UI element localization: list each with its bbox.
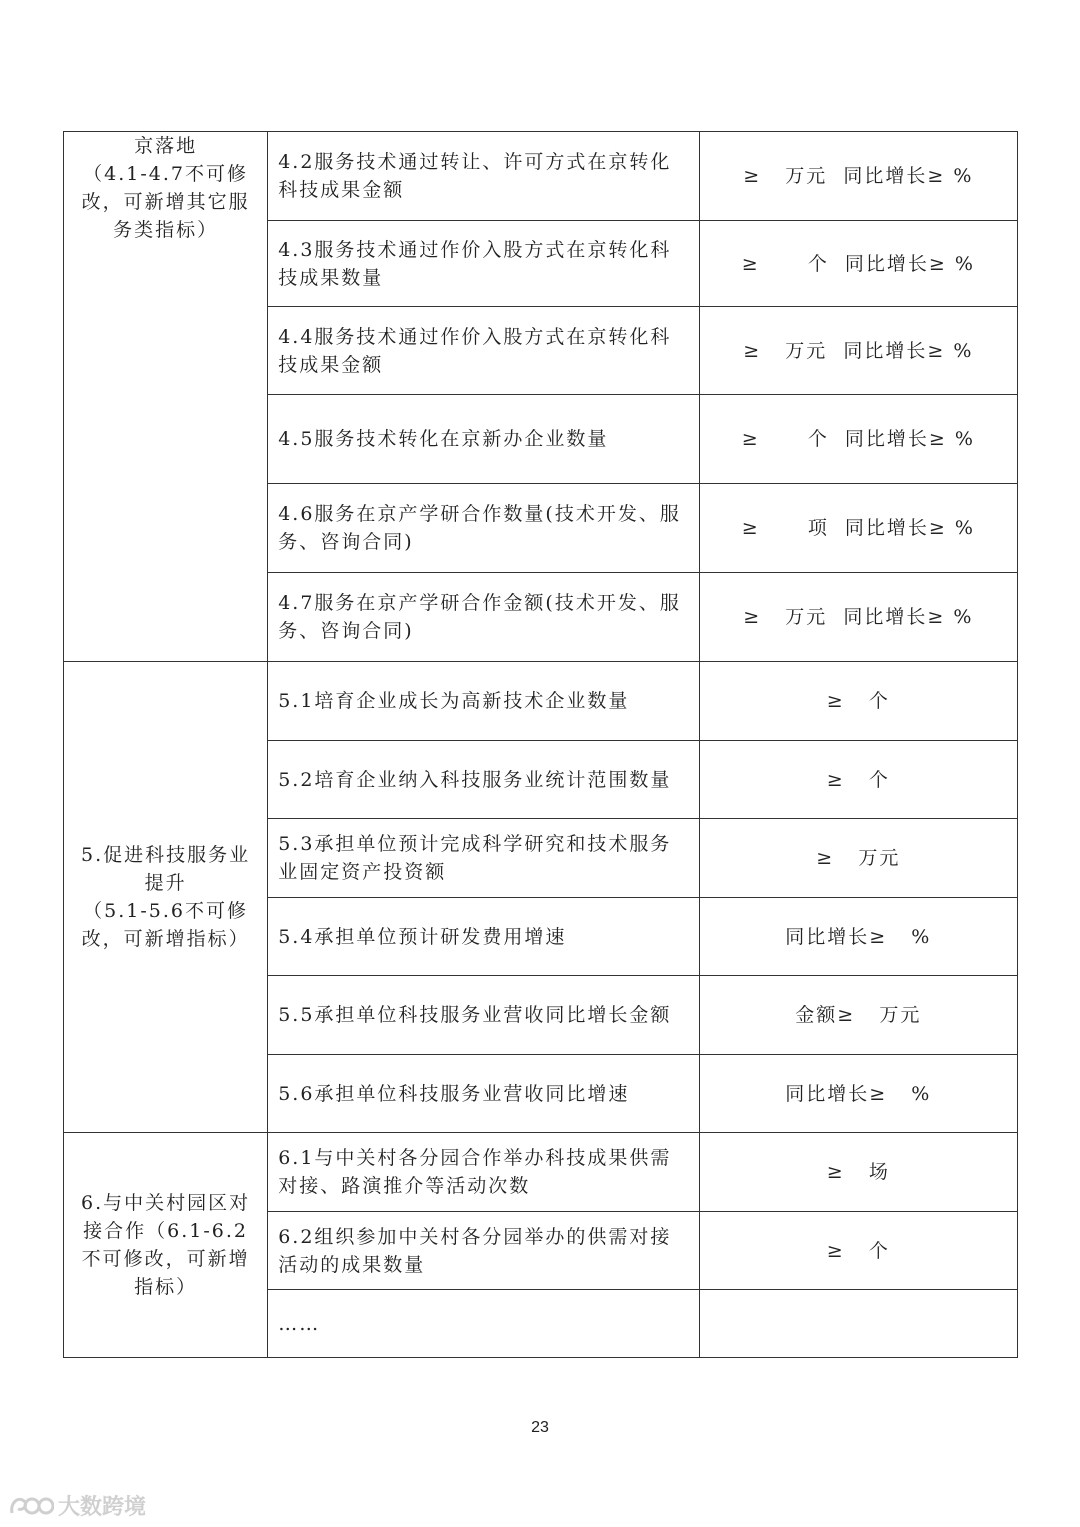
watermark (8, 1490, 146, 1521)
target-cell: ≥ 万元 (699, 819, 1017, 898)
target-cell: 金额≥ 万元 (699, 976, 1017, 1055)
indicator-cell (268, 741, 699, 819)
indicator-cell (268, 1212, 699, 1290)
indicator-label: 4.7服务在京产学研合作金额(技术开发、服务、咨询合同) (278, 592, 681, 642)
table-row (64, 662, 1018, 741)
category-label: 京落地 （4.1-4.7不可修改，可新增其它服务类指标） (81, 135, 250, 241)
indicator-cell (268, 1290, 699, 1358)
indicator-cell (268, 819, 699, 898)
target-cell: ≥ 场 (699, 1133, 1017, 1212)
indicator-cell (268, 1133, 699, 1212)
indicator-cell (268, 976, 699, 1055)
indicator-label: 5.4承担单位预计研发费用增速 (278, 925, 567, 948)
indicator-cell (268, 898, 699, 976)
indicator-table (63, 131, 1018, 1358)
indicator-label: 5.5承担单位科技服务业营收同比增长金额 (278, 1004, 672, 1026)
target-cell: ≥ 万元 同比增长≥ % (699, 573, 1017, 662)
indicator-label: 4.2服务技术通过转让、许可方式在京转化科技成果金额 (278, 151, 672, 201)
category-cell (64, 1133, 268, 1358)
category-cell (64, 132, 268, 662)
category-label: 6.与中关村园区对接合作（6.1-6.2不可修改，可新增指标） (81, 1192, 251, 1298)
target-cell: ≥ 个 (699, 662, 1017, 741)
table-row (64, 132, 1018, 221)
target-cell: ≥ 万元 同比增长≥ % (699, 307, 1017, 395)
target-cell: ≥ 项 同比增长≥ % (699, 484, 1017, 573)
watermark-text: 大数跨境 (58, 1495, 147, 1520)
indicator-label: 6.1与中关村各分园合作举办科技成果供需对接、路演推介等活动次数 (278, 1147, 672, 1197)
page-number: 23 (531, 1419, 549, 1436)
target-cell: ≥ 个 同比增长≥ % (699, 395, 1017, 484)
indicator-label: 6.2组织参加中关村各分园举办的供需对接活动的成果数量 (278, 1225, 672, 1276)
indicator-cell (268, 132, 699, 221)
indicator-cell (268, 221, 699, 307)
indicator-label: 5.3承担单位预计完成科学研究和技术服务业固定资产投资额 (278, 833, 672, 883)
indicator-cell (268, 573, 699, 662)
target-cell: 同比增长≥ % (699, 898, 1017, 976)
table-row (64, 1133, 1018, 1212)
target-cell (699, 1290, 1017, 1358)
category-cell (64, 662, 268, 1133)
target-cell: ≥ 万元 同比增长≥ % (699, 132, 1017, 221)
watermark-logo-icon (8, 1493, 54, 1519)
target-cell: ≥ 个 (699, 741, 1017, 819)
indicator-cell (268, 395, 699, 484)
indicator-cell (268, 307, 699, 395)
indicator-label: 4.5服务技术转化在京新办企业数量 (278, 428, 609, 450)
indicator-label: 5.6承担单位科技服务业营收同比增速 (278, 1082, 630, 1105)
indicator-label: 4.3服务技术通过作价入股方式在京转化科技成果数量 (278, 238, 672, 289)
indicator-label: 5.1培育企业成长为高新技术企业数量 (278, 690, 630, 712)
category-label: 5.促进科技服务业提升 （5.1-5.6不可修改，可新增指标） (81, 844, 251, 950)
indicator-cell (268, 1055, 699, 1133)
indicator-cell (268, 662, 699, 741)
target-cell: ≥ 个 同比增长≥ % (699, 221, 1017, 307)
target-cell: 同比增长≥ % (699, 1055, 1017, 1133)
indicator-label: 4.6服务在京产学研合作数量(技术开发、服务、咨询合同) (278, 503, 681, 553)
indicator-label: 4.4服务技术通过作价入股方式在京转化科技成果金额 (278, 325, 672, 376)
indicator-label: …… (278, 1312, 321, 1335)
indicator-cell (268, 484, 699, 573)
target-cell: ≥ 个 (699, 1212, 1017, 1290)
indicator-label: 5.2培育企业纳入科技服务业统计范围数量 (278, 768, 672, 791)
